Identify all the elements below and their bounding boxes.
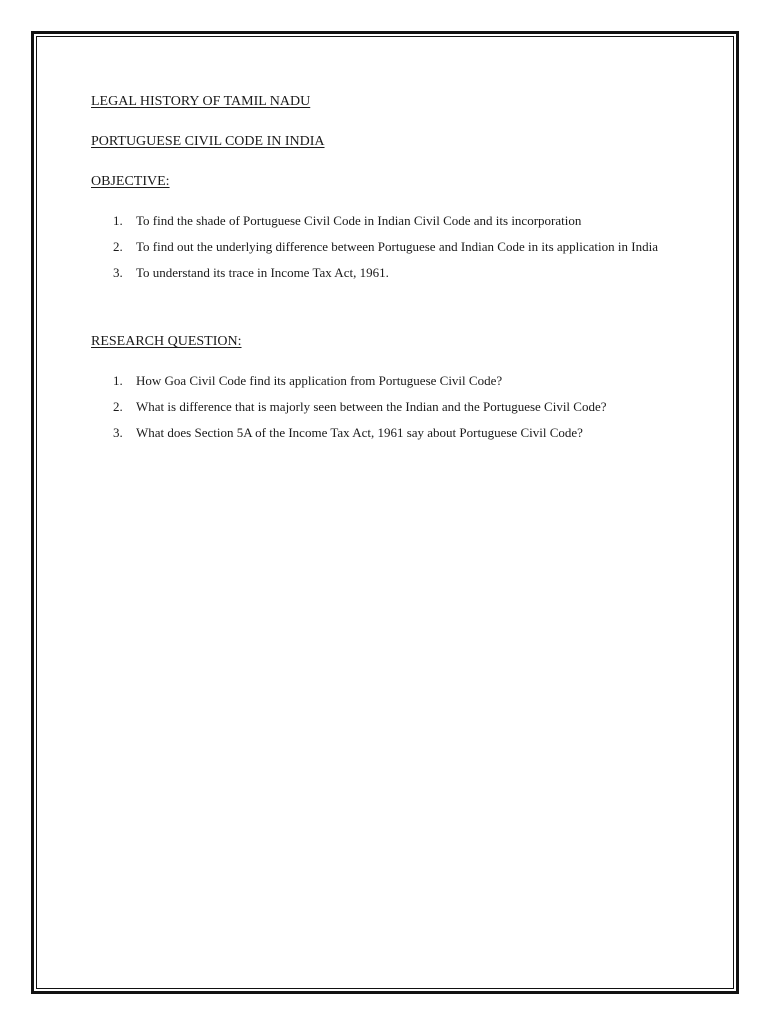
objective-text: To understand its trace in Income Tax Act, 1961. (136, 265, 389, 280)
research-questions-list (91, 368, 678, 446)
list-number: 2 . (113, 234, 123, 260)
research-question-item (91, 368, 678, 394)
objective-text: To find out the underlying difference between Portuguese and Indian Code in its application in India (136, 239, 658, 254)
document-subtitle: PORTUGUESE CIVIL CODE IN INDIA (91, 134, 325, 149)
research-question-text: How Goa Civil Code find its application from Portuguese Civil Code? (136, 373, 503, 388)
objective-item (91, 234, 678, 260)
list-number: 1 . (113, 368, 123, 394)
research-question-item (91, 394, 678, 420)
research-question-text: What does Section 5A of the Income Tax Act, 1961 say about Portuguese Civil Code? (136, 425, 583, 440)
list-number: 2 . (113, 394, 123, 420)
research-question-heading: RESEARCH QUESTION: (91, 334, 242, 349)
objectives-list (91, 208, 678, 286)
list-number: 3 . (113, 420, 123, 446)
list-number: 3 . (113, 260, 123, 286)
objective-text: To find the shade of Portuguese Civil Code in Indian Civil Code and its incorporation (136, 213, 582, 228)
research-question-text: What is difference that is majorly seen between the Indian and the Portuguese Civil Code? (136, 399, 607, 414)
objective-item (91, 260, 678, 286)
document-title: LEGAL HISTORY OF TAMIL NADU (91, 94, 311, 109)
objective-heading: OBJECTIVE: (91, 174, 170, 189)
research-question-item (91, 420, 678, 446)
objective-item (91, 208, 678, 234)
list-number: 1 . (113, 208, 123, 234)
